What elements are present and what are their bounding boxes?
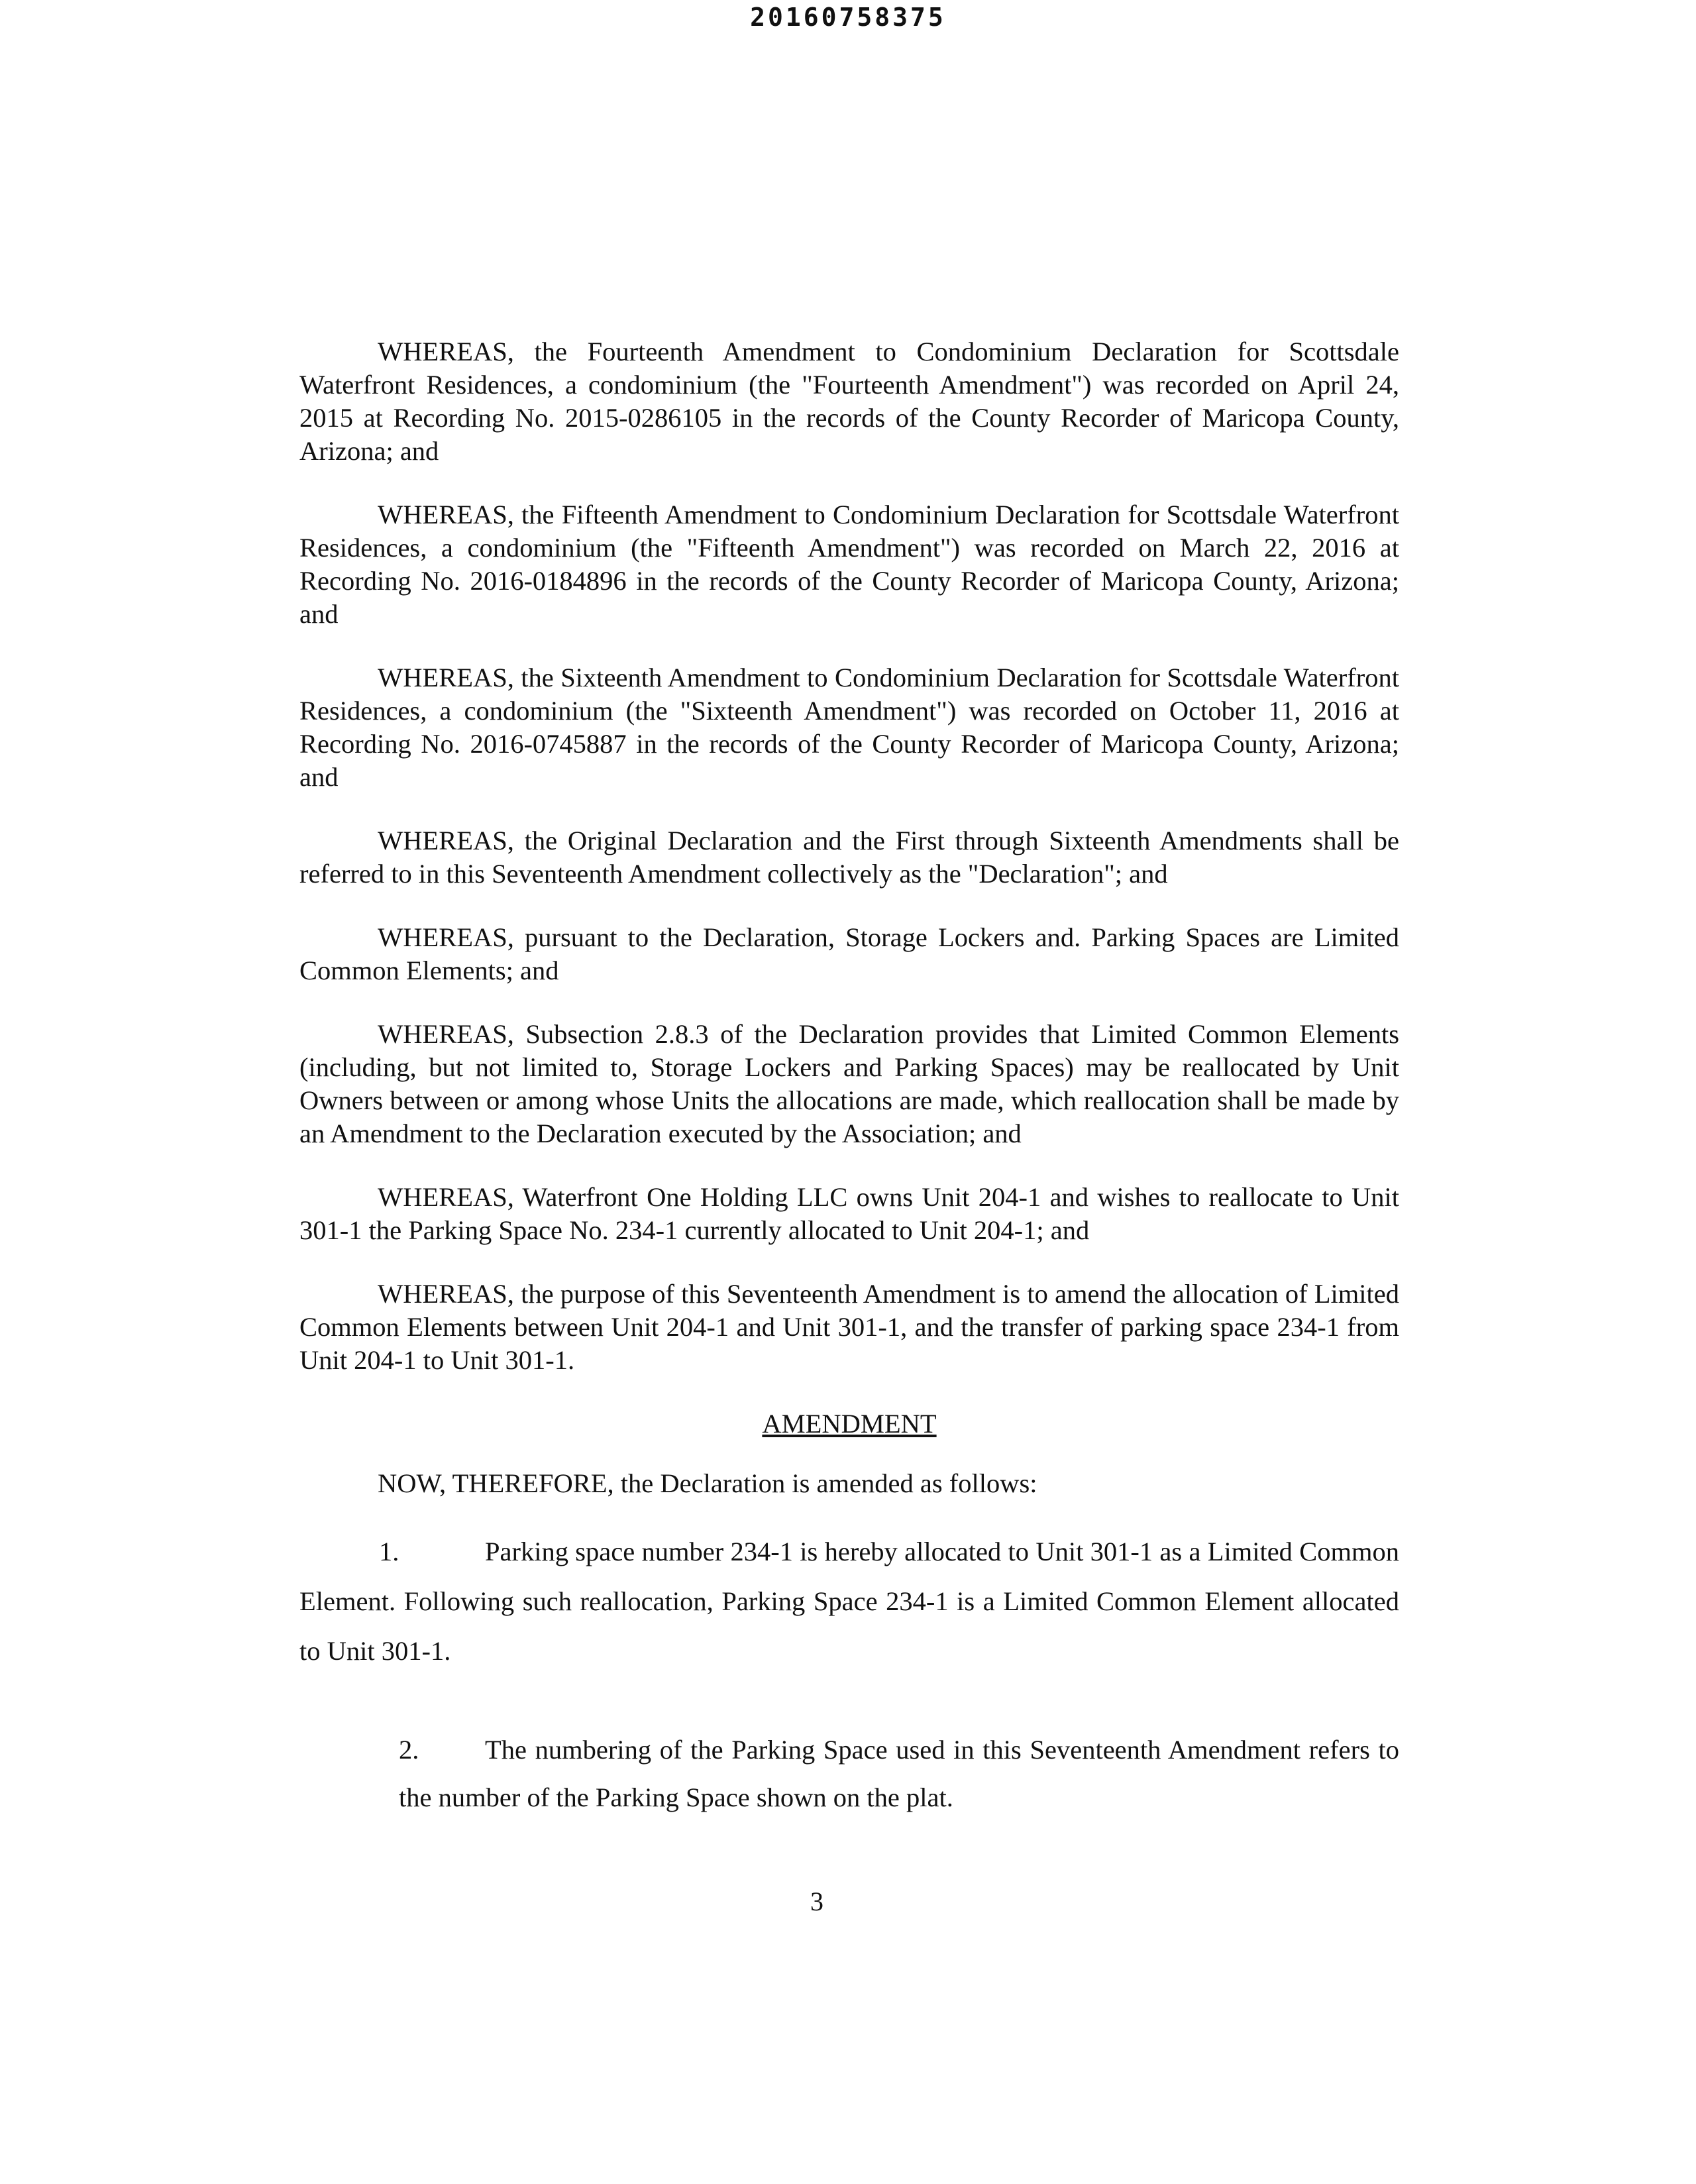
amendment-intro: NOW, THEREFORE, the Declaration is amended as follows: — [378, 1468, 1037, 1498]
amendment-heading: AMENDMENT — [762, 1409, 937, 1439]
item-text: Parking space number 234-1 is hereby allocated to Unit 301-1 as a Limited Common Element. Following such reallocation, Parking Space 234-1 is a Limited Common Element allocated to Unit 301-1. — [299, 1537, 1399, 1666]
amendment-item-1 — [299, 1527, 1399, 1676]
item-number: 2. — [399, 1735, 419, 1765]
whereas-paragraph: WHEREAS, Waterfront One Holding LLC owns Unit 204-1 and wishes to reallocate to Unit 301-1 the Parking Space No. 234-1 currently allocated to Unit 204-1; and — [299, 1182, 1399, 1245]
amendment-item-2 — [299, 1726, 1399, 1822]
document-body — [299, 335, 1399, 1822]
page-number: 3 — [810, 1886, 823, 1916]
whereas-paragraph: WHEREAS, the Sixteenth Amendment to Condominium Declaration for Scottsdale Waterfront Residences, a condominium (the "Sixteenth Amendment") was recorded on October 11, 2016 at Recording No. 2016-0745887 in the records of the County Recorder of Maricopa County, Arizona; and — [299, 663, 1399, 792]
whereas-paragraph: WHEREAS, pursuant to the Declaration, Storage Lockers and. Parking Spaces are Limited Common Elements; and — [299, 922, 1399, 985]
item-number: 1. — [379, 1537, 399, 1566]
whereas-paragraph: WHEREAS, the Fifteenth Amendment to Condominium Declaration for Scottsdale Waterfront Residences, a condominium (the "Fifteenth Amendment") was recorded on March 22, 2016 at Recording No. 2016-0184896 in the records of the County Recorder of Maricopa County, Arizona; and — [299, 500, 1399, 629]
whereas-paragraph: WHEREAS, Subsection 2.8.3 of the Declaration provides that Limited Common Elements (including, but not limited to, Storage Lockers and Parking Spaces) may be reallocated by Unit Owners between or among whose Units the allocations are made, which reallocation shall be made by an Amendment to the Declaration executed by the Association; and — [299, 1019, 1399, 1148]
item-text: The numbering of the Parking Space used in this Seventeenth Amendment refers to the number of the Parking Space shown on the plat. — [399, 1735, 1399, 1812]
whereas-paragraph: WHEREAS, the Original Declaration and the First through Sixteenth Amendments shall be referred to in this Seventeenth Amendment collectively as the "Declaration"; and — [299, 826, 1399, 889]
whereas-paragraph: WHEREAS, the purpose of this Seventeenth Amendment is to amend the allocation of Limited Common Elements between Unit 204-1 and Unit 301-1, and the transfer of parking space 234-1 from Unit 204-1 to Unit 301-1. — [299, 1279, 1399, 1375]
whereas-paragraph: WHEREAS, the Fourteenth Amendment to Condominium Declaration for Scottsdale Waterfront Residences, a condominium (the "Fourteenth Amendment") was recorded on April 24, 2015 at Recording No. 2015-0286105 in the records of the County Recorder of Maricopa County, Arizona; and — [299, 337, 1399, 466]
recording-number: 20160758375 — [750, 3, 946, 32]
